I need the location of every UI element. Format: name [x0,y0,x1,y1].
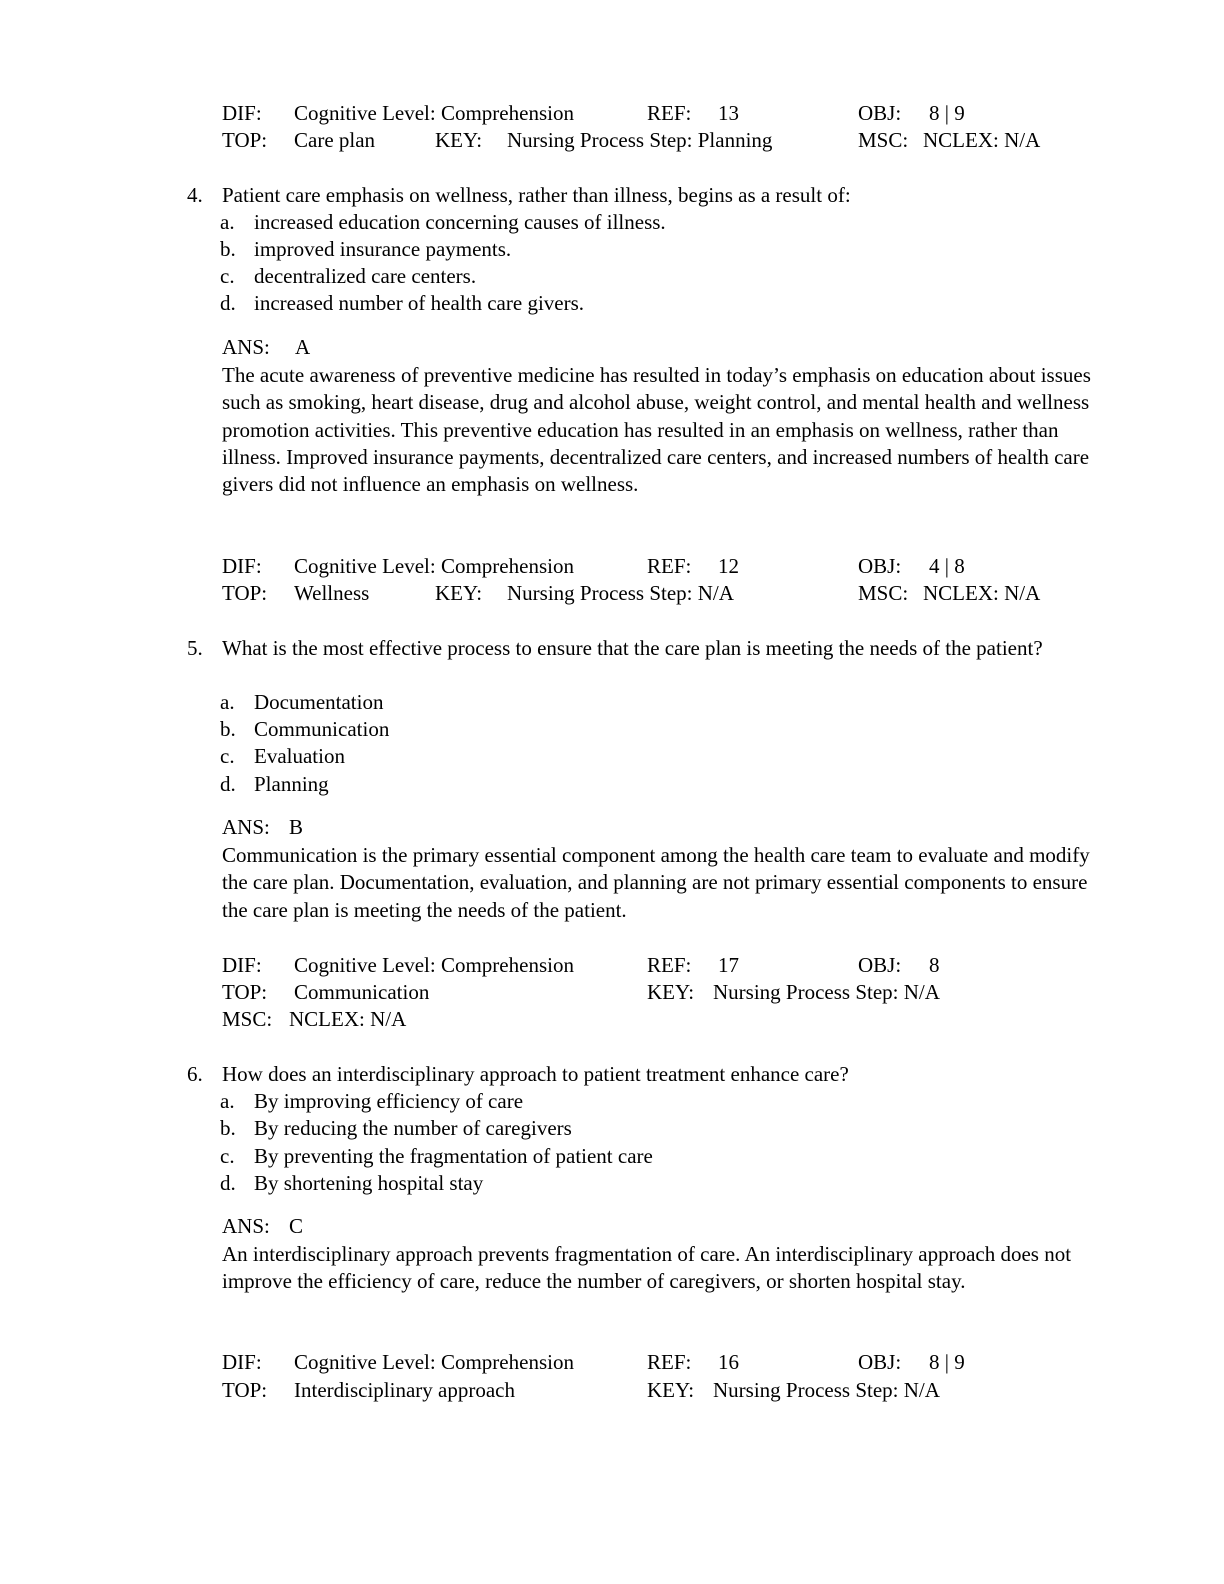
dif-label: DIF: [222,554,262,578]
ref-label: REF: [647,953,692,977]
dif-label: DIF: [222,101,262,125]
obj-label: OBJ: [858,1350,902,1374]
answer-label: ANS: [222,1214,270,1238]
obj-value: 8 | 9 [929,1350,965,1374]
dif-label: DIF: [222,1350,262,1374]
dif-value: Cognitive Level: Comprehension [294,554,574,578]
top-value: Communication [294,980,430,1004]
option-text: increased number of health care givers. [254,291,585,315]
option-text: increased education concerning causes of illness. [254,210,666,234]
obj-value: 4 | 8 [929,554,965,578]
msc-label: MSC: [222,1007,273,1031]
option-letter: a. [220,1089,235,1113]
key-label: KEY: [435,581,483,605]
msc-label: MSC: [858,128,909,152]
option-text: By preventing the fragmentation of patient care [254,1144,653,1168]
top-label: TOP: [222,128,268,152]
question-text: How does an interdisciplinary approach to patient treatment enhance care? [222,1062,849,1086]
ref-label: REF: [647,101,692,125]
answer-label: ANS: [222,335,270,359]
msc-label: MSC: [858,581,909,605]
option-letter: c. [220,1144,235,1168]
dif-value: Cognitive Level: Comprehension [294,953,574,977]
option-text: Evaluation [254,744,345,768]
obj-label: OBJ: [858,554,902,578]
top-value: Wellness [294,581,370,605]
key-value: Nursing Process Step: N/A [507,581,734,605]
option-letter: b. [220,717,236,741]
question-number: 5. [187,636,203,660]
msc-value: NCLEX: N/A [923,581,1041,605]
ref-value: 12 [718,554,739,578]
option-letter: c. [220,744,235,768]
msc-value: NCLEX: N/A [289,1007,407,1031]
obj-value: 8 | 9 [929,101,965,125]
option-text: Communication [254,717,390,741]
ref-label: REF: [647,554,692,578]
top-label: TOP: [222,1378,268,1402]
question-number: 6. [187,1062,203,1086]
answer-value: A [295,335,311,359]
option-letter: c. [220,264,235,288]
msc-value: NCLEX: N/A [923,128,1041,152]
rationale: The acute awareness of preventive medicine has resulted in today’s emphasis on education about issues such as smoking, heart disease, drug and alcohol abuse, weight control, and mental health and wellness promotion activities. This preventive education has resulted in an emphasis on wellness, rather than illness. Improved insurance payments, decentralized care centers, and increased numbers of health care givers did not influence an emphasis on wellness. [222,363,1091,497]
top-label: TOP: [222,980,268,1004]
option-letter: d. [220,1171,236,1195]
answer-label: ANS: [222,815,270,839]
ref-value: 17 [718,953,739,977]
option-text: By reducing the number of caregivers [254,1116,572,1140]
option-letter: b. [220,1116,236,1140]
key-label: KEY: [647,980,695,1004]
option-text: Documentation [254,690,384,714]
option-text: By improving efficiency of care [254,1089,524,1113]
rationale: Communication is the primary essential component among the health care team to evaluate and modify the care plan. Documentation, evaluation, and planning are not primary essential components to ensure the care plan is meeting the needs of the patient. [222,843,1090,922]
key-value: Nursing Process Step: N/A [713,980,940,1004]
answer-value: B [289,815,304,839]
option-letter: a. [220,690,235,714]
option-letter: d. [220,772,236,796]
question-text: What is the most effective process to ensure that the care plan is meeting the needs of the patient? [222,636,1043,660]
option-letter: d. [220,291,236,315]
option-letter: b. [220,237,236,261]
key-label: KEY: [435,128,483,152]
question-number: 4. [187,183,203,207]
obj-label: OBJ: [858,953,902,977]
rationale: An interdisciplinary approach prevents fragmentation of care. An interdisciplinary approach does not improve the efficiency of care, reduce the number of caregivers, or shorten hospital stay. [222,1242,1072,1294]
dif-value: Cognitive Level: Comprehension [294,101,574,125]
question-text: Patient care emphasis on wellness, rather than illness, begins as a result of: [222,183,851,207]
obj-label: OBJ: [858,101,902,125]
key-value: Nursing Process Step: Planning [507,128,773,152]
dif-label: DIF: [222,953,262,977]
answer-value: C [289,1214,304,1238]
ref-value: 13 [718,101,739,125]
key-value: Nursing Process Step: N/A [713,1378,940,1402]
key-label: KEY: [647,1378,695,1402]
top-value: Care plan [294,128,376,152]
ref-label: REF: [647,1350,692,1374]
option-text: decentralized care centers. [254,264,477,288]
option-letter: a. [220,210,235,234]
top-value: Interdisciplinary approach [294,1378,515,1402]
dif-value: Cognitive Level: Comprehension [294,1350,574,1374]
option-text: improved insurance payments. [254,237,512,261]
top-label: TOP: [222,581,268,605]
obj-value: 8 [929,953,940,977]
option-text: Planning [254,772,329,796]
ref-value: 16 [718,1350,739,1374]
option-text: By shortening hospital stay [254,1171,484,1195]
